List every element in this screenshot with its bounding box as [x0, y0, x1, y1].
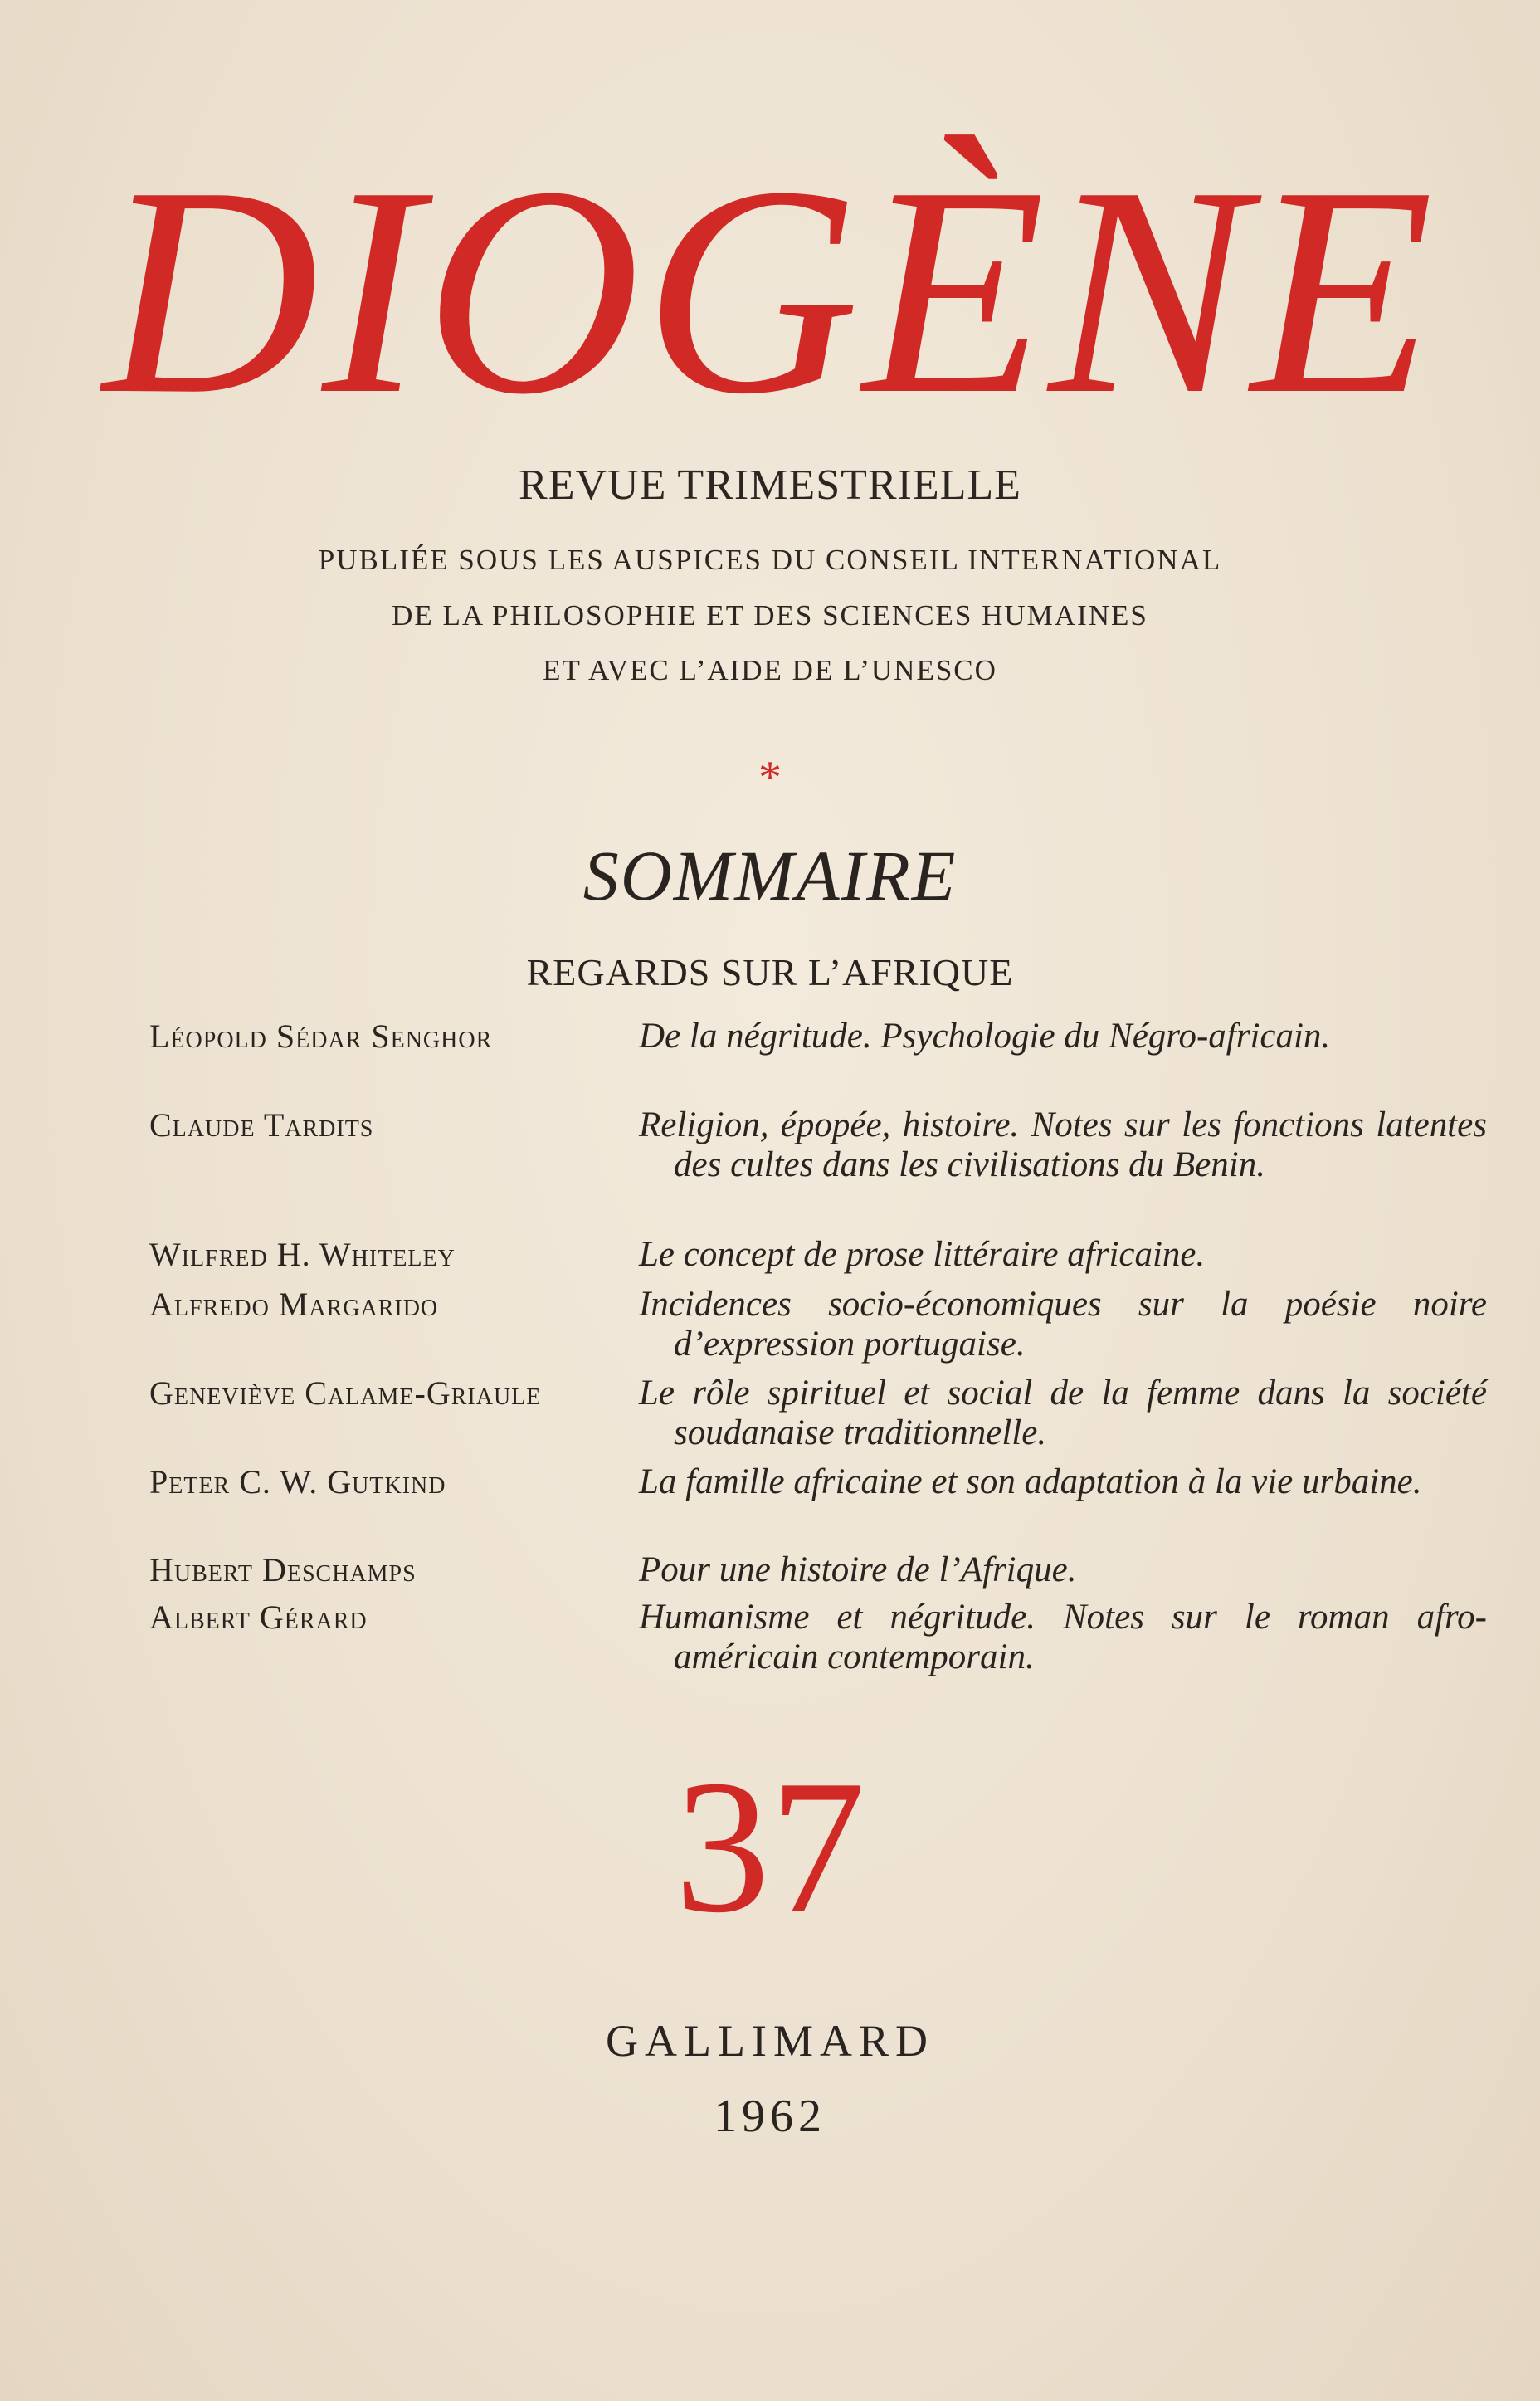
- toc-article-title: Incidences socio-économiques sur la poésie noire d’expression portugaise.: [639, 1285, 1487, 1364]
- publication-year: 1962: [714, 2091, 826, 2142]
- toc-article-title: La famille africaine et son adaptation à la vie urbaine.: [639, 1462, 1422, 1501]
- toc-author: Léopold Sédar Senghor: [149, 1017, 493, 1055]
- toc-article-title: Le rôle spirituel et social de la femme dans la société soudanaise traditionnelle.: [639, 1374, 1487, 1452]
- toc-author: Alfredo Margarido: [149, 1286, 439, 1323]
- toc-article-title: Religion, épopée, histoire. Notes sur les fonctions latentes des cultes dans les civilisations du Benin.: [639, 1105, 1487, 1184]
- section-title: REGARDS SUR L’AFRIQUE: [526, 951, 1014, 993]
- contents-heading: SOMMAIRE: [582, 836, 958, 915]
- toc-article-title: Humanisme et négritude. Notes sur le roman afro-américain contemporain.: [639, 1598, 1487, 1676]
- toc-article-title: Le concept de prose littéraire africaine.: [639, 1235, 1206, 1274]
- toc-author: Peter C. W. Gutkind: [149, 1463, 446, 1501]
- toc-author: Hubert Deschamps: [149, 1551, 417, 1588]
- publisher-line-3: ET AVEC L’AIDE DE L’UNESCO: [543, 654, 997, 686]
- journal-title: DIOGÈNE: [103, 124, 1437, 456]
- toc-author: Geneviève Calame-Griaule: [149, 1374, 542, 1412]
- publisher-line-2: DE LA PHILOSOPHIE ET DES SCIENCES HUMAINES: [392, 599, 1148, 632]
- journal-subtitle: REVUE TRIMESTRIELLE: [519, 461, 1021, 509]
- toc-author: Albert Gérard: [149, 1598, 368, 1636]
- star-ornament-icon: *: [758, 752, 782, 803]
- toc-article-title: De la négritude. Psychologie du Négro-africain.: [639, 1017, 1331, 1056]
- toc-author: Wilfred H. Whiteley: [149, 1236, 456, 1273]
- toc-author: Claude Tardits: [149, 1106, 374, 1144]
- issue-number: 37: [675, 1740, 865, 1952]
- publisher-line-1: PUBLIÉE SOUS LES AUSPICES DU CONSEIL INTERNATIONAL: [318, 544, 1222, 576]
- publisher-name: GALLIMARD: [606, 2016, 934, 2066]
- toc-article-title: Pour une histoire de l’Afrique.: [639, 1550, 1077, 1589]
